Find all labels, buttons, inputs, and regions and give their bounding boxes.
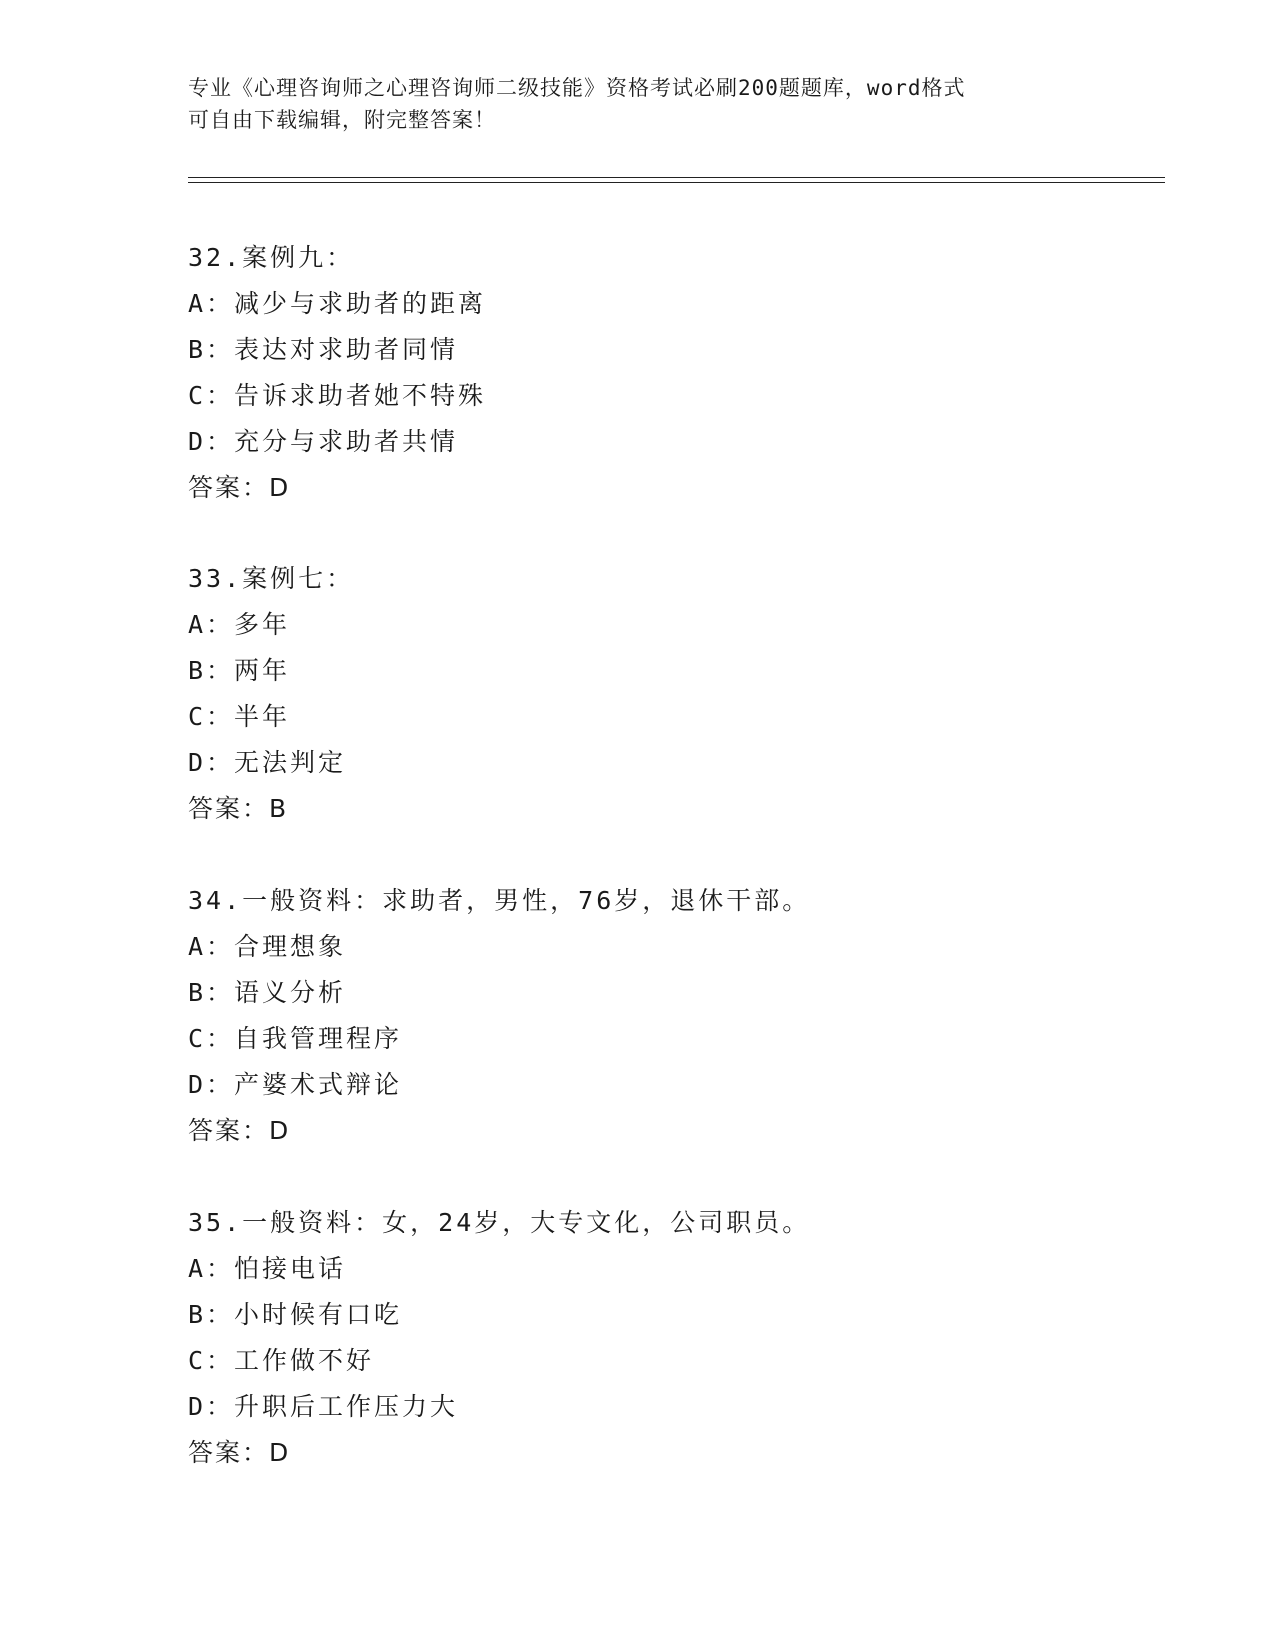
option-b: B：语义分析 (188, 978, 347, 1007)
option-a: A：怕接电话 (188, 1254, 347, 1283)
answer: 答案：D (188, 1116, 291, 1145)
option-b: B：小时候有口吃 (188, 1300, 403, 1329)
question-stem: 35.一般资料：女，24岁，大专文化，公司职员。 (188, 1208, 811, 1237)
option-b: B：表达对求助者同情 (188, 335, 459, 364)
question-32 (188, 235, 1138, 511)
option-c: C：告诉求助者她不特殊 (188, 381, 487, 410)
option-a: A：合理想象 (188, 932, 347, 961)
answer: 答案：B (188, 794, 289, 823)
document-header (188, 72, 1088, 136)
header-divider-top (188, 177, 1165, 178)
header-line-1: 专业《心理咨询师之心理咨询师二级技能》资格考试必刷200题题库，word格式 (188, 76, 966, 100)
answer: 答案：D (188, 473, 291, 502)
question-34 (188, 878, 1138, 1154)
option-d: D：充分与求助者共情 (188, 427, 459, 456)
option-d: D：产婆术式辩论 (188, 1070, 403, 1099)
option-d: D：无法判定 (188, 748, 347, 777)
question-35 (188, 1200, 1138, 1476)
header-line-2: 可自由下载编辑，附完整答案！ (188, 108, 496, 132)
question-stem: 34.一般资料：求助者，男性，76岁，退休干部。 (188, 886, 811, 915)
option-c: C：工作做不好 (188, 1346, 375, 1375)
option-a: A：多年 (188, 610, 291, 639)
option-c: C：自我管理程序 (188, 1024, 403, 1053)
question-stem: 33.案例七： (188, 564, 355, 593)
option-c: C：半年 (188, 702, 291, 731)
option-d: D：升职后工作压力大 (188, 1392, 459, 1421)
question-33 (188, 556, 1138, 832)
option-a: A：减少与求助者的距离 (188, 289, 487, 318)
question-stem: 32.案例九： (188, 243, 355, 272)
header-divider-bottom (188, 182, 1165, 183)
option-b: B：两年 (188, 656, 291, 685)
answer: 答案：D (188, 1438, 291, 1467)
